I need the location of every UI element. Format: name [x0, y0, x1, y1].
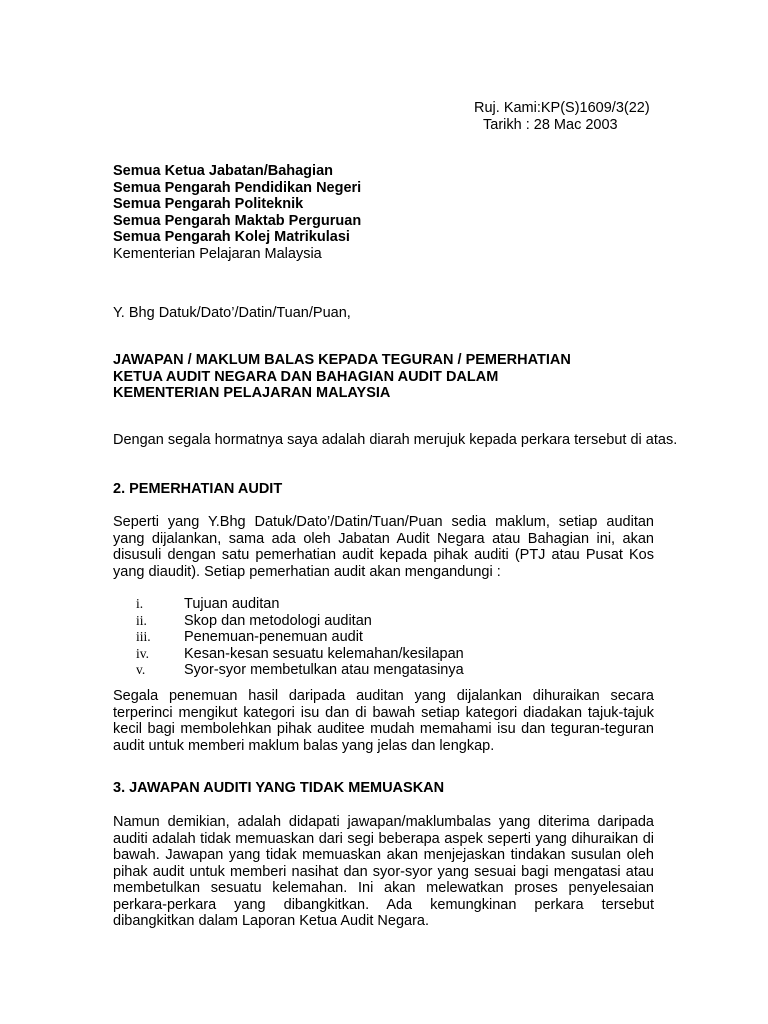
subject-line: JAWAPAN / MAKLUM BALAS KEPADA TEGURAN / PEMERHATIAN — [113, 352, 571, 368]
list-item — [136, 646, 656, 663]
list-text: Skop dan metodologi auditan — [184, 612, 372, 629]
list-text: Tujuan auditan — [184, 596, 280, 612]
reference-block — [474, 100, 734, 133]
list-text: Penemuan-penemuan audit — [184, 629, 363, 645]
section-2-heading: 2. PEMERHATIAN AUDIT — [113, 481, 283, 497]
letter-subject — [113, 352, 673, 402]
recipient-line: Semua Pengarah Maktab Perguruan — [113, 212, 362, 229]
subject-line: KETUA AUDIT NEGARA DAN BAHAGIAN AUDIT DALAM — [113, 368, 499, 385]
list-number: iv. — [136, 645, 149, 661]
list-number: ii. — [136, 612, 147, 628]
intro-paragraph: Dengan segala hormatnya saya adalah diarah merujuk kepada perkara tersebut di atas. — [113, 432, 678, 448]
recipients-block — [113, 163, 673, 262]
ministry-name: Kementerian Pelajaran Malaysia — [113, 245, 322, 262]
section-2-paragraph-1: Seperti yang Y.Bhg Datuk/Dato’/Datin/Tuan/Puan sedia maklum, setiap auditan yang dijalankan, sama ada oleh Jabatan Audit Negara atau Bahagian ini, akan disusuli dengan satu pemerhatian audit kepada pihak auditi (PTJ atau Pusat Kos yang diaudit). Setiap pemerhatian audit akan mengandungi : — [113, 514, 654, 580]
recipient-line: Semua Pengarah Kolej Matrikulasi — [113, 229, 350, 245]
list-number: iii. — [136, 629, 151, 644]
salutation: Y. Bhg Datuk/Dato’/Datin/Tuan/Puan, — [113, 305, 351, 321]
recipient-line: Semua Pengarah Pendidikan Negeri — [113, 179, 362, 196]
reference-number: Ruj. Kami:KP(S)1609/3(22) — [474, 100, 650, 116]
section-3-heading: 3. JAWAPAN AUDITI YANG TIDAK MEMUASKAN — [113, 780, 445, 796]
audit-contents-list — [136, 596, 656, 679]
recipient-line: Semua Ketua Jabatan/Bahagian — [113, 163, 333, 179]
list-number: v. — [136, 662, 146, 677]
list-item — [136, 629, 656, 646]
list-number: i. — [136, 596, 144, 611]
section-3-paragraph-1: Namun demikian, adalah didapati jawapan/maklumbalas yang diterima daripada auditi adalah tidak memuaskan dari segi beberapa aspek seperti yang dihuraikan di bawah. Jawapan yang tidak memuaskan akan menjejaskan tindakan susulan oleh pihak audit untuk memberi nasihat dan syor-syor yang sesuai bagi mengatasi atau membetulkan sesuatu kelemahan. Ini akan melewatkan proses penyelesaian perkara-perkara yang dibangkitkan. Ada kemungkinan perkara tersebut dibangkitkan dalam Laporan Ketua Audit Negara. — [113, 814, 654, 929]
letter-date: Tarikh : 28 Mac 2003 — [483, 116, 618, 133]
list-item — [136, 662, 656, 679]
list-text: Kesan-kesan sesuatu kelemahan/kesilapan — [184, 645, 464, 662]
subject-line: KEMENTERIAN PELAJARAN MALAYSIA — [113, 385, 391, 401]
list-item — [136, 596, 656, 613]
list-item — [136, 613, 656, 630]
section-2-paragraph-2: Segala penemuan hasil daripada auditan yang dijalankan dihuraikan secara terperinci mengikut kategori isu dan di bawah setiap kategori diadakan tajuk-tajuk kecil bagi membolehkan pihak auditee mudah memahami isu dan teguran-teguran audit untuk memberi maklum balas yang jelas dan lengkap. — [113, 688, 654, 754]
recipient-line: Semua Pengarah Politeknik — [113, 196, 304, 212]
list-text: Syor-syor membetulkan atau mengatasinya — [184, 662, 464, 678]
